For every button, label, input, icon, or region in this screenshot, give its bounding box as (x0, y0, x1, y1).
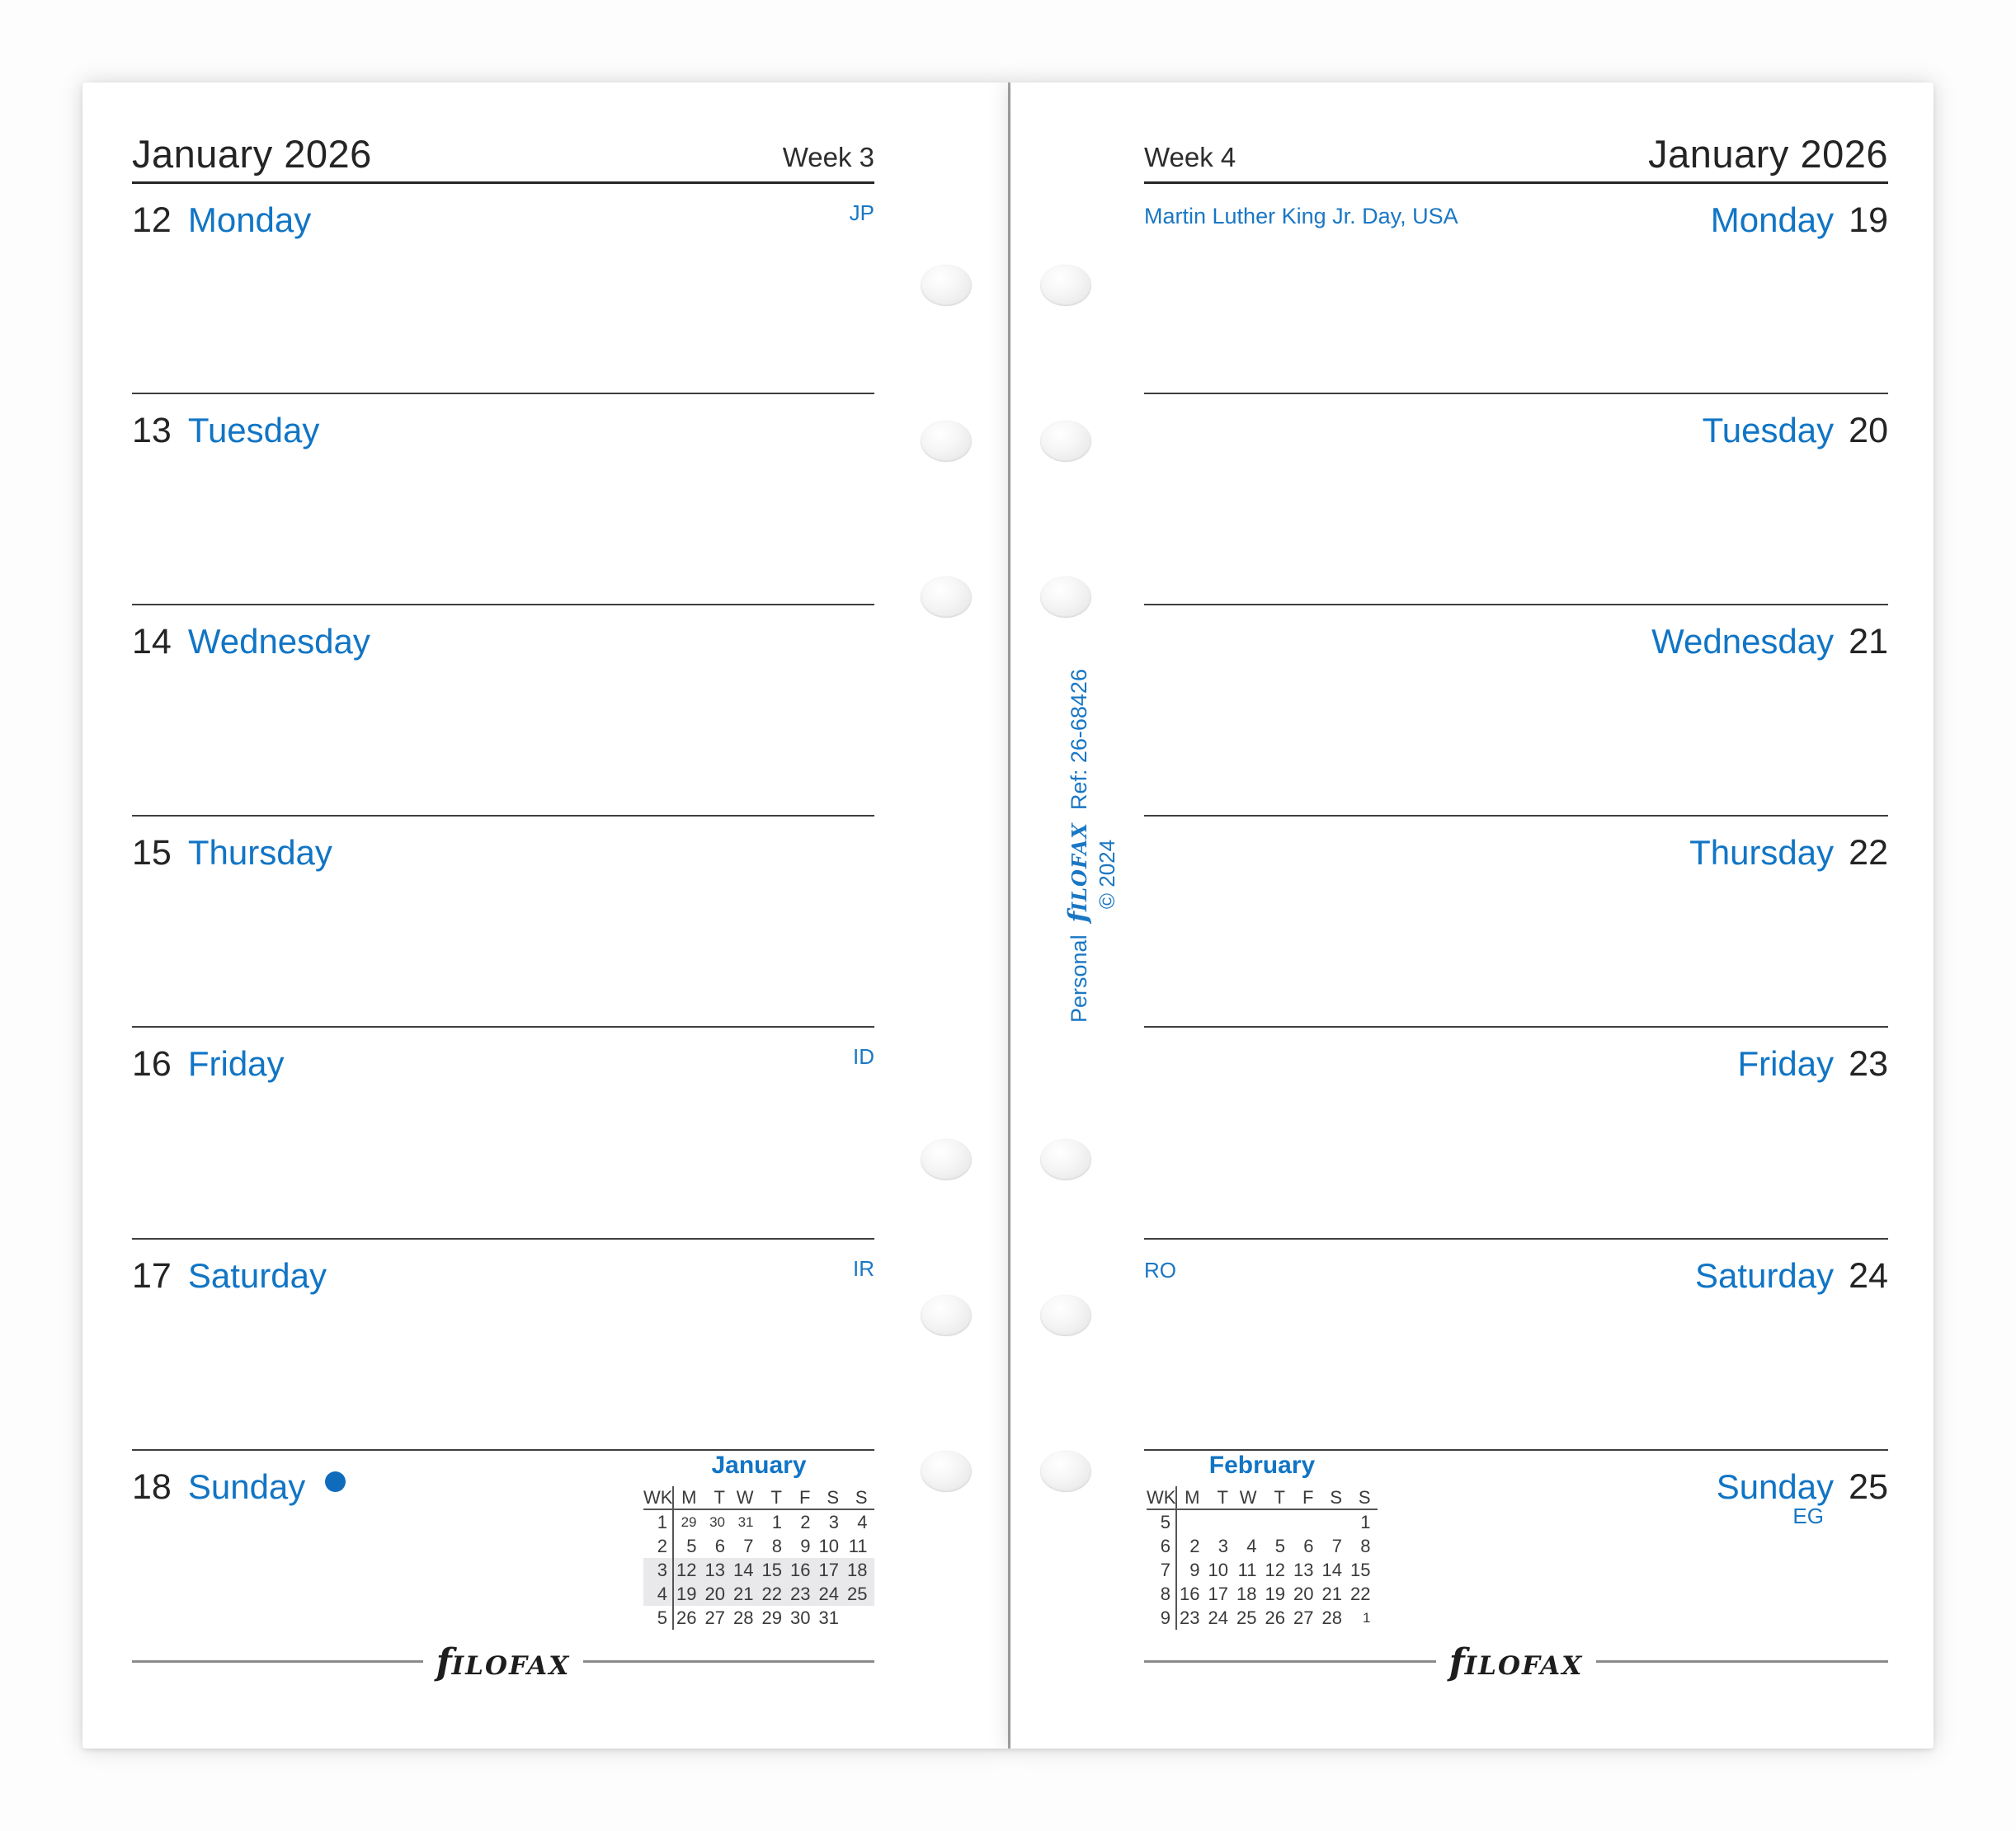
mini-calendar-week-row: 8 16 17 18 19 20 21 22 (1147, 1582, 1378, 1606)
day-name: Sunday (187, 1467, 306, 1506)
day-number: 12 (132, 200, 172, 240)
day-row-thursday-22 (1144, 815, 1888, 1026)
day-row-wednesday-14 (132, 604, 874, 815)
month-year-title: January 2026 (1648, 132, 1888, 176)
binder-hole (1040, 577, 1091, 618)
day-name: Saturday (1695, 1256, 1835, 1295)
day-row-tuesday-13 (132, 393, 874, 604)
mini-calendar-week-row: 9 23 24 25 26 27 28 1 (1147, 1606, 1378, 1630)
spine-imprint (1063, 669, 1119, 1023)
binder-hole (1040, 1451, 1091, 1492)
day-row-friday-16 (132, 1026, 874, 1238)
binder-hole (1040, 1295, 1091, 1336)
day-row-tuesday-20 (1144, 393, 1888, 604)
mini-calendar-week-row: 1 29 30 31 1 2 3 4 (643, 1510, 874, 1534)
day-number: 17 (132, 1256, 172, 1296)
day-number: 23 (1849, 1044, 1888, 1084)
mini-calendar-week-row: 2 5 6 7 8 9 10 11 (643, 1534, 874, 1558)
day-number: 13 (132, 411, 172, 450)
day-number: 16 (132, 1044, 172, 1084)
mini-calendar-week-row: 7 9 10 11 12 13 14 15 (1147, 1558, 1378, 1582)
day-annotation: ID (853, 1044, 874, 1069)
right-page-header (1144, 82, 1888, 181)
binder-hole (1040, 1139, 1091, 1180)
day-annotation: EG (1792, 1504, 1824, 1528)
day-number: 19 (1849, 200, 1888, 240)
day-row-monday-19 (1144, 181, 1888, 393)
day-annotation: JP (849, 200, 874, 225)
mini-calendar-week-row: 5 26 27 28 29 30 31 (643, 1606, 874, 1630)
binder-hole (921, 421, 972, 462)
day-row-saturday-17 (132, 1238, 874, 1449)
january-mini-calendar: January WK M T W T F S S 1 29 30 31 1 2 3 4 2 5 6 7 8 9 10 11 3 12 13 14 15 16 17 18 4 19 20 21 22 23 24 25 5 26 27 28 29 30 31 (643, 1452, 874, 1630)
left-footer-rule (132, 1641, 874, 1705)
binder-hole (921, 1139, 972, 1180)
day-name: Friday (1737, 1044, 1835, 1083)
month-year-title: January 2026 (132, 132, 372, 176)
day-name: Wednesday (1651, 622, 1835, 661)
binder-hole (1040, 265, 1091, 306)
week-number-label: Week 4 (1144, 142, 1236, 172)
binder-hole (921, 1451, 972, 1492)
day-number: 15 (132, 833, 172, 873)
mini-calendar-week-row: 3 12 13 14 15 16 17 18 (643, 1558, 874, 1582)
day-number: 25 (1849, 1467, 1888, 1507)
day-row-friday-23 (1144, 1026, 1888, 1238)
day-name: Friday (187, 1044, 285, 1083)
day-name: Wednesday (187, 622, 370, 661)
day-annotation: RO (1144, 1258, 1176, 1283)
day-name: Monday (187, 200, 312, 239)
holiday-note: Martin Luther King Jr. Day, USA (1144, 204, 1458, 228)
day-name: Tuesday (1702, 411, 1835, 450)
mini-calendar-week-row: 6 2 3 4 5 6 7 8 (1147, 1534, 1378, 1558)
binder-hole (921, 577, 972, 618)
right-page (1010, 82, 1934, 1749)
day-name: Sunday (1716, 1467, 1835, 1506)
right-footer-rule (1144, 1641, 1888, 1705)
filofax-logo: fILOFAX (1436, 1641, 1597, 1683)
day-name: Thursday (187, 833, 332, 872)
day-row-thursday-15 (132, 815, 874, 1026)
day-name: Tuesday (187, 411, 320, 450)
binder-hole (921, 265, 972, 306)
day-number: 14 (132, 622, 172, 661)
february-mini-calendar: February WK M T W T F S S 5 1 6 2 3 4 5 6 7 8 7 9 10 11 12 13 14 15 8 16 17 18 19 20 21 22 9 23 24 25 26 27 28 1 (1147, 1452, 1378, 1630)
binder-hole (1040, 421, 1091, 462)
filofax-logo: fILOFAX (423, 1641, 584, 1683)
day-row-saturday-24 (1144, 1238, 1888, 1449)
week-number-label: Week 3 (782, 142, 874, 172)
day-name: Thursday (1689, 833, 1835, 872)
day-row-monday-12 (132, 181, 874, 393)
day-name: Saturday (187, 1256, 327, 1295)
binder-hole (921, 1295, 972, 1336)
day-number: 18 (132, 1467, 172, 1507)
left-page-header (132, 82, 874, 181)
day-number: 20 (1849, 411, 1888, 450)
day-number: 24 (1849, 1256, 1888, 1296)
left-page (82, 82, 1010, 1749)
new-moon-icon (325, 1471, 346, 1492)
day-annotation: IR (853, 1256, 874, 1281)
spine-copyright: © 2024 (1095, 839, 1119, 910)
mini-calendar-week-row: 5 1 (1147, 1510, 1378, 1534)
spine-ref-number: Ref: 26-68426 (1067, 669, 1091, 811)
day-number: 21 (1849, 622, 1888, 661)
day-row-wednesday-21 (1144, 604, 1888, 815)
filofax-logo: fILOFAX (1063, 822, 1093, 923)
spine-product-label: Personal (1067, 934, 1091, 1023)
mini-calendar-week-row: 4 19 20 21 22 23 24 25 (643, 1582, 874, 1606)
day-number: 22 (1849, 833, 1888, 873)
day-name: Monday (1710, 200, 1835, 239)
